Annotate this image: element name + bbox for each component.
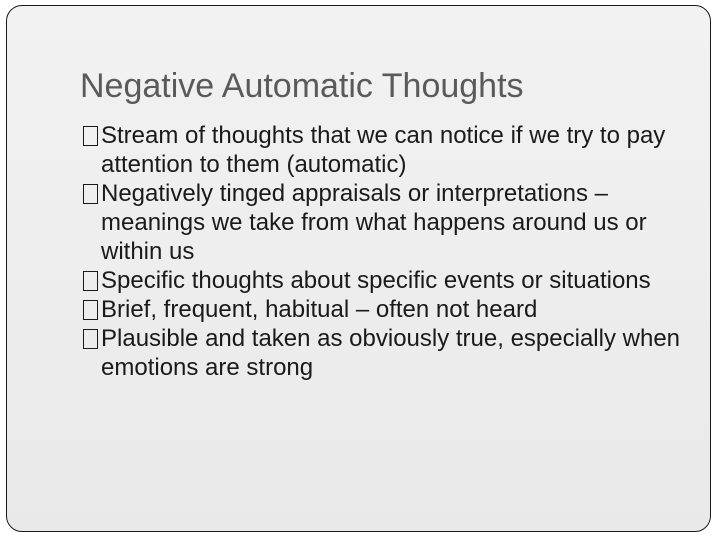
bullet-box-icon <box>83 300 98 320</box>
bullet-item <box>83 179 693 266</box>
bullet-text: Plausible and taken as obviously true, especially when emotions are strong <box>101 325 681 381</box>
bullet-text: Negatively tinged appraisals or interpretations – meanings we take from what happens around us or within us <box>101 180 647 265</box>
bullet-box-icon <box>83 126 98 146</box>
bullet-item <box>83 121 693 179</box>
bullet-item <box>83 266 693 295</box>
bullet-item <box>83 324 693 382</box>
slide-title: Negative Automatic Thoughts <box>80 67 524 105</box>
bullet-box-icon <box>83 329 98 349</box>
bullet-text: Stream of thoughts that we can notice if we try to pay attention to them (automatic) <box>101 122 666 178</box>
bullet-box-icon <box>83 271 98 291</box>
slide <box>6 5 711 532</box>
bullet-text: Brief, frequent, habitual – often not heard <box>101 296 538 323</box>
bullet-item <box>83 295 693 324</box>
bullet-box-icon <box>83 184 98 204</box>
bullet-list <box>83 121 693 382</box>
bullet-text: Specific thoughts about specific events or situations <box>101 267 651 294</box>
